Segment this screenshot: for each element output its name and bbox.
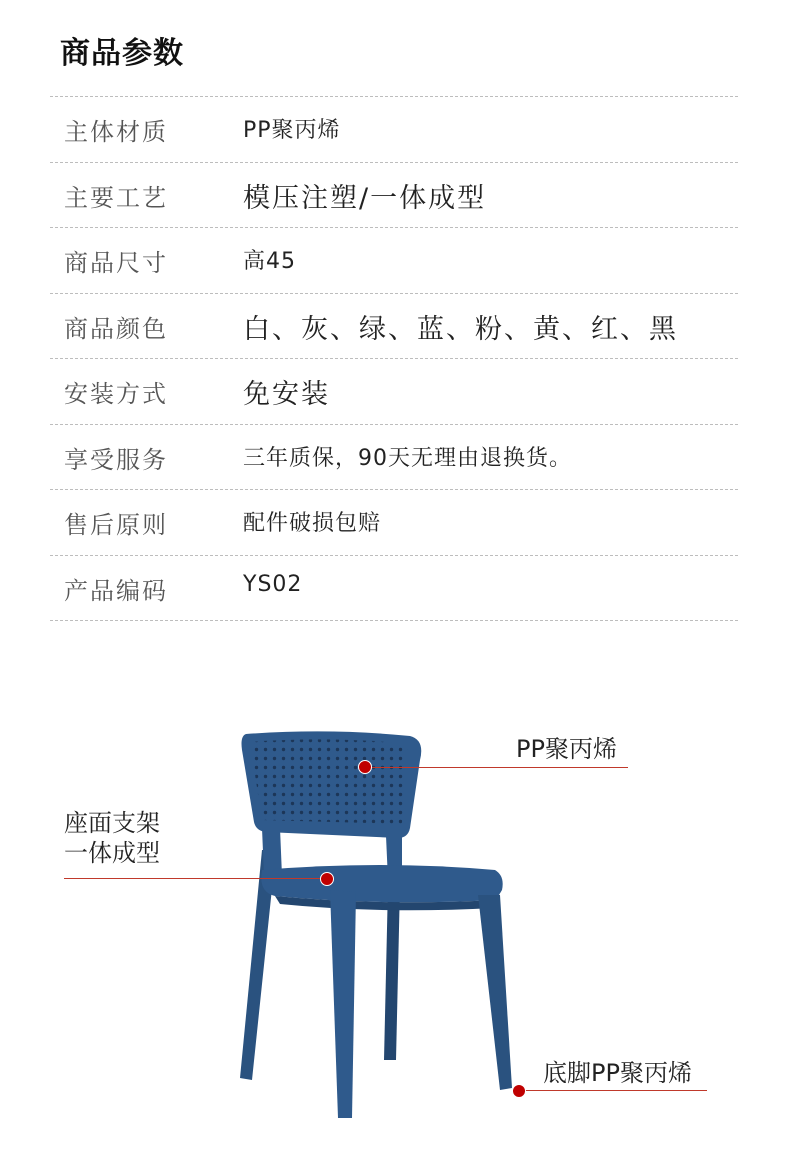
spec-row-code (50, 555, 738, 622)
spec-value: 白、灰、绿、蓝、粉、黄、红、黑 (243, 313, 678, 345)
spec-value: 配件破损包赔 (243, 511, 382, 536)
callout-backrest-label: PP聚丙烯 (516, 735, 617, 763)
spec-row-size (50, 227, 738, 293)
chair-front-leg (330, 890, 356, 1118)
callout-legs-line (519, 1090, 707, 1091)
spec-label: 售后原则 (64, 511, 168, 539)
spec-row-material (50, 96, 738, 162)
callout-backrest-line (366, 767, 628, 768)
spec-row-process (50, 162, 738, 228)
spec-row-install (50, 358, 738, 424)
spec-table (50, 96, 738, 621)
spec-label: 主体材质 (64, 118, 168, 146)
spec-row-service (50, 424, 738, 490)
callout-seat-dot (320, 872, 334, 886)
spec-value: 模压注塑/一体成型 (243, 182, 487, 214)
spec-label: 享受服务 (64, 445, 168, 474)
spec-value: 三年质保，90天无理由退换货。 (243, 445, 572, 471)
spec-label: 安装方式 (64, 380, 168, 408)
callout-legs-label: 底脚PP聚丙烯 (543, 1059, 692, 1087)
callout-seat-line2: 一体成型 (64, 839, 160, 867)
page-title: 商品参数 (60, 36, 184, 71)
spec-label: 商品颜色 (64, 314, 168, 343)
spec-value: PP聚丙烯 (243, 118, 341, 143)
spec-value: 高45 (243, 249, 296, 274)
callout-seat-label (64, 808, 160, 868)
spec-value: YS02 (243, 571, 303, 597)
callout-seat-line (64, 878, 328, 879)
chair-front-leg (478, 895, 512, 1090)
spec-row-aftersale (50, 489, 738, 555)
spec-label: 商品尺寸 (64, 249, 168, 277)
chair-seat (261, 865, 502, 902)
callout-seat-line1: 座面支架 (64, 809, 160, 837)
chair-back-leg (384, 885, 400, 1060)
spec-label: 产品编码 (64, 576, 168, 605)
callout-legs-dot (512, 1084, 526, 1098)
spec-label: 主要工艺 (64, 183, 168, 212)
callout-backrest-dot (358, 760, 372, 774)
spec-row-colors (50, 293, 738, 359)
spec-value: 免安装 (243, 379, 330, 410)
chair-diagram (0, 700, 790, 1151)
